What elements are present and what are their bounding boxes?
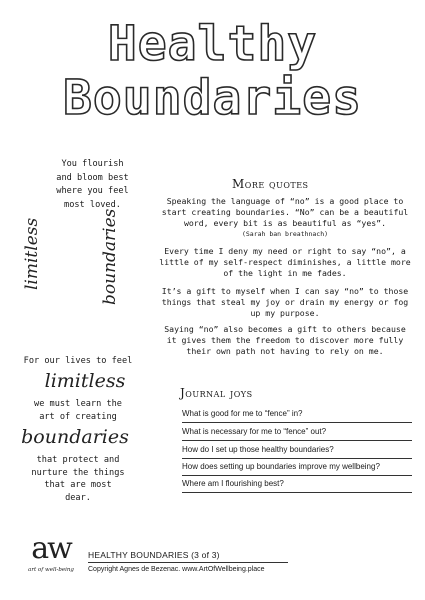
- journal-question: Where am I flourishing best?: [182, 479, 284, 488]
- protect-text: that protect and nurture the things that are most dear.: [31, 455, 125, 503]
- more-quotes-heading: More quotes: [232, 177, 309, 191]
- answer-line: [182, 458, 412, 459]
- script-boundaries: boundaries: [21, 426, 129, 448]
- journal-joys-heading: Journal joys: [180, 386, 253, 400]
- answer-line: [182, 492, 412, 493]
- script-limitless: limitless: [44, 370, 126, 392]
- journal-question: How do I set up those healthy boundaries?: [182, 445, 334, 454]
- quote-4: Saying “no” also becomes a gift to others because it gives them the freedom to discover more fully their own path not having to rely on me.: [164, 324, 406, 357]
- quote-attribution: (Sarah ban breathnach): [241, 230, 329, 238]
- quote-3: It’s a gift to myself when I can say “no” to those things that steal my joy or drain my energy or fog up my purpose.: [161, 286, 409, 319]
- quote-2: Every time I deny my need or right to say “no”, a little of my self-respect diminishes, a little more of the light in me fades.: [159, 246, 411, 279]
- title-line-1: Healthy: [107, 16, 318, 72]
- footer-copyright: Copyright Agnes de Bezenac. www.ArtOfWellbeing.place: [88, 566, 265, 573]
- learn-text: we must learn the art of creating: [34, 399, 122, 422]
- title-line-2: Boundaries: [63, 70, 362, 126]
- answer-line: [182, 440, 412, 441]
- flourish-text: You flourish and bloom best where you feel most loved.: [56, 159, 129, 210]
- answer-line: [182, 422, 412, 423]
- journal-question: How does setting up boundaries improve my wellbeing?: [182, 462, 380, 471]
- answer-line: [182, 475, 412, 476]
- logo-tagline: art of well-being: [28, 567, 74, 573]
- quote-1: Speaking the language of “no” is a good place to start creating boundaries. “No” can be a beautiful word, every bit is as beautiful as “yes”.: [161, 196, 409, 229]
- journal-question: What is necessary for me to “fence” out?: [182, 427, 327, 436]
- lives-intro: For our lives to feel: [23, 356, 133, 366]
- footer-page-title: HEALTHY BOUNDARIES (3 of 3): [88, 550, 220, 560]
- logo-mark: aw: [31, 531, 71, 566]
- journal-question: What is good for me to “fence” in?: [182, 409, 303, 418]
- footer-divider: [88, 562, 288, 563]
